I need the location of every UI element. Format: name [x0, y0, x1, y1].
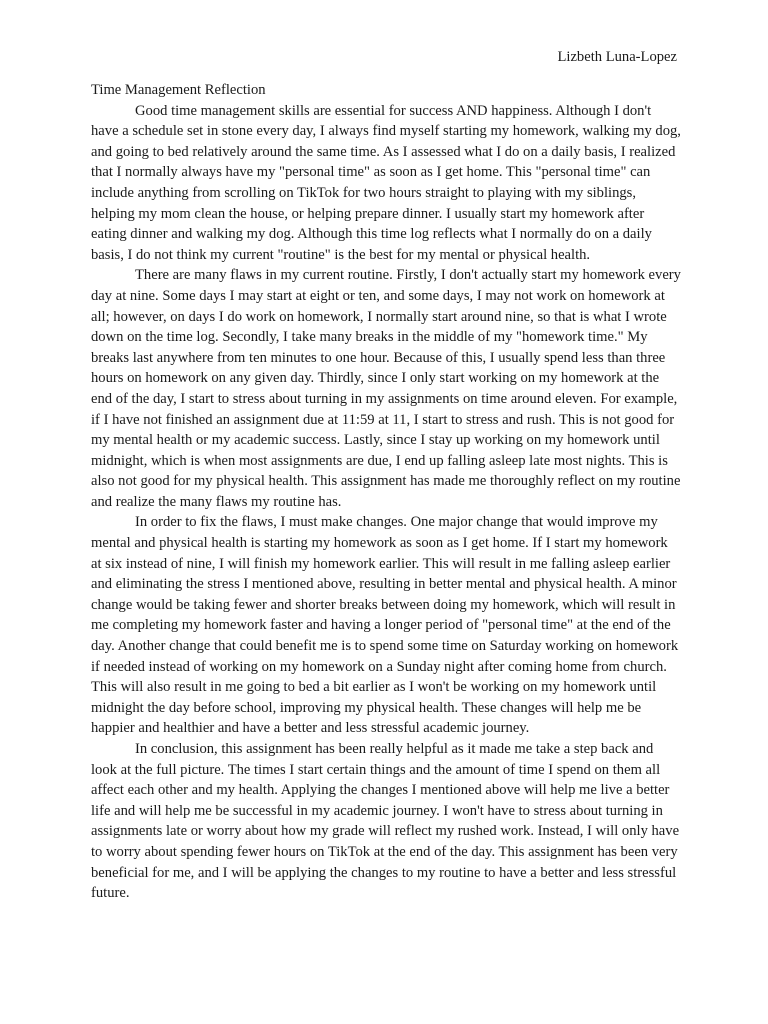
- author-name: Lizbeth Luna-Lopez: [557, 49, 677, 65]
- paragraph-1: Good time management skills are essential for success AND happiness. Although I don't have a schedule set in stone every day, I always find myself starting my homework, walking my dog, and going to bed relatively around the same time. As I assessed what I do on a daily basis, I realized that I normally always have my "personal time" as soon as I get home. This "personal time" can include anything from scrolling on TikTok for two hours straight to playing with my siblings, helping my mom clean the house, or helping prepare dinner. I usually start my homework after eating dinner and walking my dog. Although this time log reflects what I normally do on a daily basis, I do not think my current "routine" is the best for my mental or physical health.: [91, 102, 681, 263]
- paragraph-4: In conclusion, this assignment has been really helpful as it made me take a step back and look at the full picture. The times I start certain things and the amount of time I spend on them all affect each other and my health. Applying the changes I mentioned above will help me live a better life and will help me be successful in my academic journey. I won't have to stress about turning in assignments late or worry about how my grade will reflect my rushed work. Instead, I will only have to worry about spending fewer hours on TikTok at the end of the day. This assignment has been very beneficial for me, and I will be applying the changes to my routine to have a better and less stressful future.: [91, 741, 680, 902]
- document-body: [91, 80, 681, 904]
- paragraph-2: There are many flaws in my current routine. Firstly, I don't actually start my homework every day at nine. Some days I may start at eight or ten, and some days, I may not work on homework at all; however, on days I do work on homework, I normally start around nine, so that is what I wrote down on the time log. Secondly, I take many breaks in the middle of my "homework time." My breaks last anywhere from ten minutes to one hour. Because of this, I usually spend less than three hours on homework on any given day. Thirdly, since I only start working on my homework at the end of the day, I start to stress about turning in my assignments on time around eleven. For example, if I have not finished an assignment due at 11:59 at 11, I start to stress and rush. This is not good for my mental health or my academic success. Lastly, since I stay up working on my homework until midnight, which is when most assignments are due, I end up falling asleep late most nights. This is also not good for my physical health. This assignment has made me thoroughly reflect on my routine and realize the many flaws my routine has.: [91, 267, 681, 510]
- paragraph-3: In order to fix the flaws, I must make changes. One major change that would improve my mental and physical health is starting my homework as soon as I get home. If I start my homework at six instead of nine, I will finish my homework earlier. This will result in me falling asleep earlier and eliminating the stress I mentioned above, resulting in better mental and physical health. A minor change would be taking fewer and shorter breaks between doing my homework, which will result in me completing my homework faster and having a longer period of "personal time" at the end of the day. Another change that could benefit me is to spend some time on Saturday working on homework if needed instead of working on my homework on a Sunday night after coming home from church. This will also result in me going to bed a bit earlier as I won't be working on my homework until midnight the day before school, improving my physical health. These changes will help me be happier and healthier and have a better and less stressful academic journey.: [91, 514, 679, 737]
- document-title: Time Management Reflection: [91, 82, 266, 98]
